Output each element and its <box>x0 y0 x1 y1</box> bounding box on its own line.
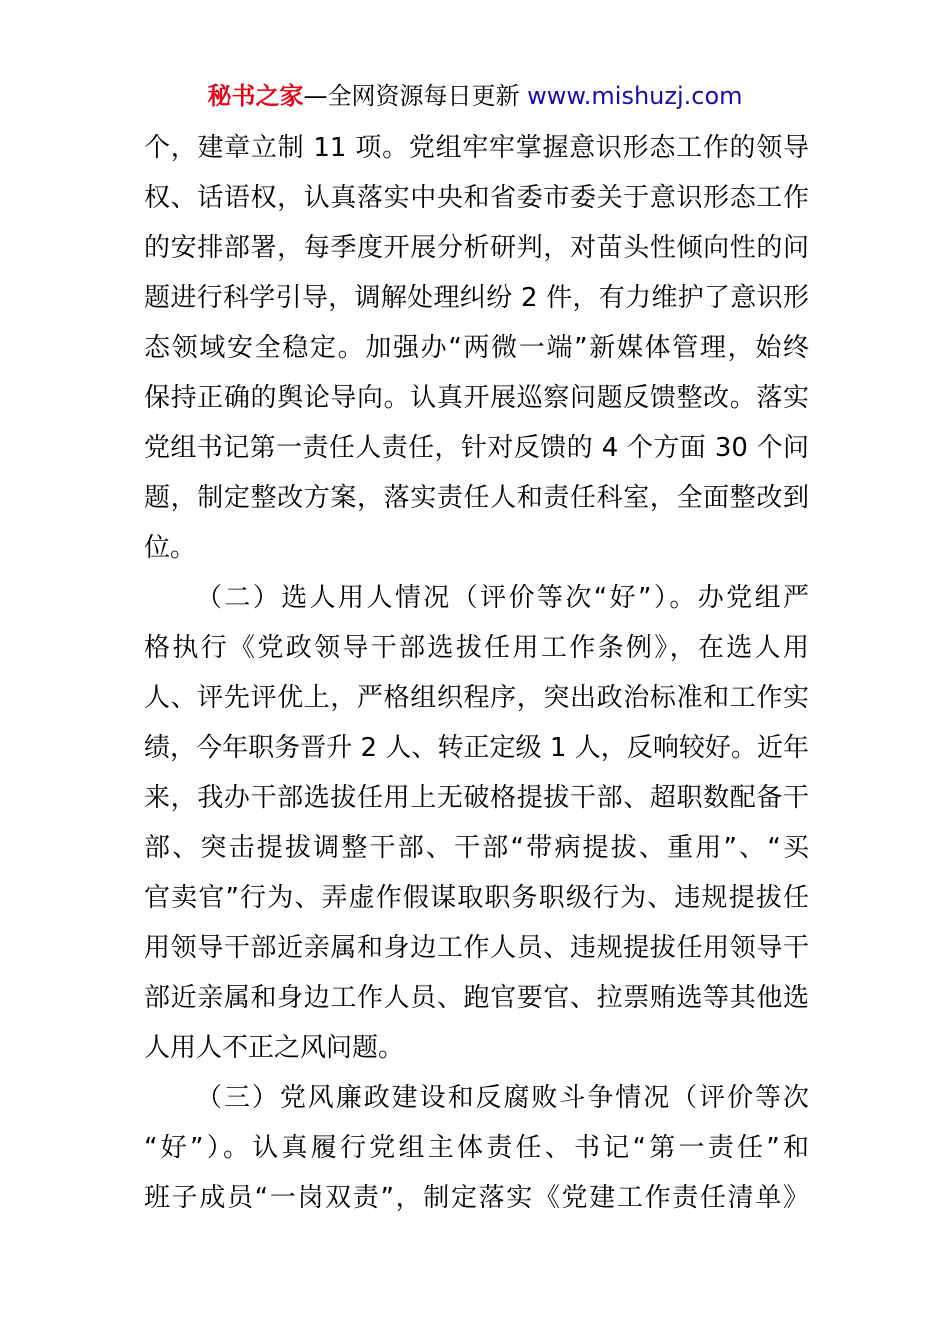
text-line: 保持正确的舆论导向。认真开展巡察问题反馈整改。落实 <box>144 383 809 413</box>
text-line: 用领导干部近亲属和身边工作人员、违规提拔任用领导干 <box>144 933 809 963</box>
site-header-banner <box>0 80 950 112</box>
section-heading-line: （三）党风廉政建设和反腐败斗争情况（评价等次 <box>196 1083 809 1113</box>
text-line-paragraph-end: 人用人不正之风问题。 <box>144 1033 405 1063</box>
text-line: 题进行科学引导，调解处理纠纷 2 件，有力维护了意识形 <box>144 283 809 313</box>
text-line: 的安排部署，每季度开展分析研判，对苗头性倾向性的问 <box>144 233 809 263</box>
text-line: 绩，今年职务晋升 2 人、转正定级 1 人，反响较好。近年 <box>144 733 809 763</box>
text-line: 权、话语权，认真落实中央和省委市委关于意识形态工作 <box>144 183 809 213</box>
document-body <box>144 123 809 1223</box>
text-line: “好”）。认真履行党组主体责任、书记“第一责任”和 <box>144 1133 809 1163</box>
section-heading-line: （二）选人用人情况（评价等次“好”）。办党组严 <box>196 583 809 613</box>
text-line: 来，我办干部选拔任用上无破格提拔干部、超职数配备干 <box>144 783 809 813</box>
site-url-link[interactable]: www.mishuzj.com <box>527 82 743 110</box>
text-line: 官卖官”行为、弄虚作假谋取职务职级行为、违规提拔任 <box>144 883 809 913</box>
text-line-paragraph-end: 位。 <box>144 533 197 563</box>
text-line: 格执行《党政领导干部选拔任用工作条例》，在选人用 <box>144 633 809 663</box>
text-line: 题，制定整改方案，落实责任人和责任科室，全面整改到 <box>144 483 809 513</box>
site-brand: 秘书之家 <box>207 82 304 110</box>
text-line: 部、突击提拔调整干部、干部“带病提拔、重用”、“买 <box>144 833 809 863</box>
text-line: 人、评先评优上，严格组织程序，突出政治标准和工作实 <box>144 683 809 713</box>
text-line: 个，建章立制 11 项。党组牢牢掌握意识形态工作的领导 <box>144 133 809 163</box>
text-line: 态领域安全稳定。加强办“两微一端”新媒体管理，始终 <box>144 333 809 363</box>
text-line: 部近亲属和身边工作人员、跑官要官、拉票贿选等其他选 <box>144 983 809 1013</box>
text-line: 党组书记第一责任人责任，针对反馈的 4 个方面 30 个问 <box>144 433 809 463</box>
site-tagline: —全网资源每日更新 <box>303 82 528 110</box>
text-line: 班子成员“一岗双责”，制定落实《党建工作责任清单》 <box>144 1183 809 1213</box>
